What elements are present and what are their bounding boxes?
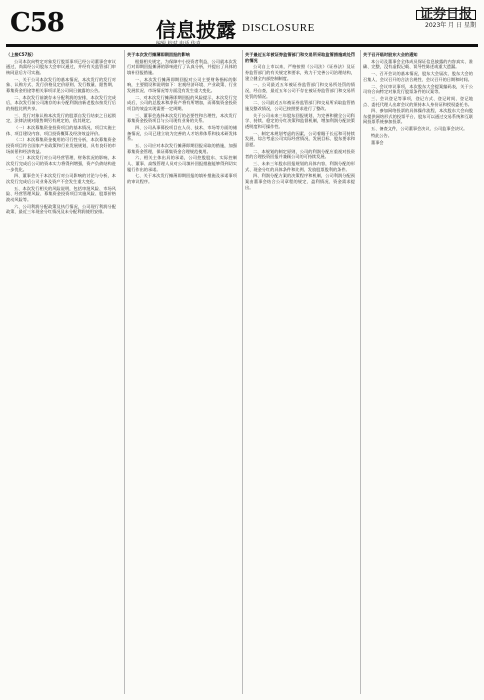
paragraph: 一、制定本规划考虑的因素，公司着眼于长远和可持续发展，综合考虑公司实际经营情况、发展目标、股东要求和意愿。	[245, 130, 355, 147]
paragraph: 公司自上市以来，严格按照《公司法》《证券法》及证券监管部门的有关规定和要求，致力于完善公司治理结构，建立健全内部控制制度。	[245, 64, 355, 81]
paragraph: 六、公司利润分配政策及执行情况，公司现行利润分配政策、最近三年现金分红情况及未分配利润使用安排。	[6, 203, 116, 215]
paragraph: 二、本规划的制定原则，公司的利润分配应重视对投资者的合理投资回报并兼顾公司的可持续发展。	[245, 148, 355, 160]
paragraph: 三、发行对象认购本次发行的股票自发行结束之日起锁定，法律法规对限售期另有规定的，依其规定。	[6, 112, 116, 124]
paragraph: 四、参加网络投票的具体操作流程，本次股东大会向股东提供网络形式的投票平台，股东可以通过交易系统和互联网投票系统参加投票。	[363, 108, 473, 125]
text-column	[124, 50, 237, 694]
text-column	[360, 50, 473, 694]
paragraph: 根据相关规定，为保障中小投资者利益，公司就本次发行对即期回报摊薄的影响进行了认真分析，并提出了具体的填补回报措施。	[127, 58, 237, 75]
text-column	[6, 50, 116, 694]
section-title: 信息披露	[156, 18, 236, 42]
date-line: 2023年 月 日 星期	[425, 22, 476, 29]
column-heading: （上接C57版）	[6, 52, 36, 57]
text-column	[242, 50, 355, 694]
paragraph: （三）本次发行对公司经营管理、财务状况的影响，本次发行完成后公司的资本实力将得到增强，资产负债结构进一步优化。	[6, 155, 116, 172]
paragraph: 五、备查文件，公司董事会决议、公司监事会决议。	[371, 126, 468, 132]
paragraph: 三、董事会选择本次发行的必要性和合理性，本次发行募集资金投资项目与公司现有业务的关系。	[127, 112, 237, 124]
column-heading: 关于最近五年被证券监管部门和交易所采取监管措施或处罚的情况	[245, 52, 355, 63]
newspaper-logo: 证券日报	[416, 10, 476, 20]
page-number: C58	[10, 8, 64, 38]
paragraph: 四、利润分配方案的决策程序和机制，公司利润分配预案由董事会结合公司章程的规定、盈利情况、资金需求提出。	[245, 173, 355, 190]
masthead-info	[366, 7, 476, 30]
paragraph: 二、对本次发行摊薄即期回报的风险提示，本次发行完成后，公司的总股本和净资产将有所增加，而募集资金投资项目的效益实现需要一定周期。	[127, 94, 237, 111]
paragraph: 特此公告。	[371, 133, 392, 139]
paragraph: 二、会议审议事项，本次股东大会提案编码表，关于公司符合向特定对象发行股票条件的议案等。	[363, 83, 473, 95]
masthead	[6, 4, 478, 47]
paragraph: 一、公司最近五年被证券监管部门和交易所处罚的情况，经自查，最近五年公司不存在被证券监管部门和交易所处罚的情况。	[245, 82, 355, 99]
paragraph: 三、会议登记等事项，登记方式、登记时间、登记地点、委托代理人出席会议的须持本人身份证和授权委托书。	[363, 95, 473, 107]
paragraph: 四、公司从事募投项目在人员、技术、市场等方面的储备情况，公司已建立较为完善的人才培养体系和技术研发体系。	[127, 125, 237, 142]
paragraph: 二、本次发行前滚存未分配利润的安排，本次发行完成后，本次发行前公司滚存的未分配利润由新老股东按发行后的持股比例共享。	[6, 94, 116, 111]
column-heading: 关于本次发行摊薄即期回报的影响	[127, 52, 190, 57]
column-heading: 关于召开临时股东大会的通知	[363, 52, 418, 57]
paragraph: 一、召开会议的基本情况，股东大会届次、股东大会的召集人、会议召开的合法合规性、会议召开的日期和时间。	[363, 71, 473, 82]
paragraph: 六、相关主体出具的承诺，公司控股股东、实际控制人、董事、高级管理人员对公司填补回报措施能够得到切实履行作出的承诺。	[127, 155, 237, 172]
paragraph: 二、公司最近五年被证券监管部门和交易所采取监管措施及整改情况，公司已按照要求进行了整改。	[245, 100, 355, 111]
section-title-english: DISCLOSURE	[242, 22, 315, 34]
article-body	[6, 50, 478, 694]
paragraph: 四、董事会关于本次发行对公司影响的讨论与分析，本次发行完成后公司业务及资产不会发生重大变化。	[6, 173, 116, 184]
paragraph: （一）本次募集资金投资项目的基本情况，项目实施主体、项目建设内容、项目投资概算及经济效益评价。	[6, 125, 116, 136]
paragraph: 一、本次发行摊薄即期回报对公司主要财务指标的影响，主要假设和说明如下：宏观经济环境、产业政策、行业发展状况、市场情况等方面没有发生重大变化。	[127, 76, 237, 93]
paragraph: 公司本次向特定对象发行股票事项已经公司董事会审议通过，尚需经公司股东大会审议通过，并经有关监管部门审核同意后方可实施。	[6, 58, 116, 75]
editor-label: 编辑 校对	[156, 41, 178, 47]
paragraph: 关于公司未来三年股东回报规划，为完善和健全公司科学、持续、稳定的分红决策和监督机制，增加利润分配决策透明度和可操作性。	[245, 112, 355, 129]
paragraph: 董事会	[371, 139, 384, 145]
paragraph: 五、公司应对本次发行摊薄即期回报采取的措施，加强募集资金管理，保证募集资金合理规范使用。	[127, 143, 237, 154]
paragraph: 一、关于公司本次发行的基本情况，本次发行的发行对象、认购方式、发行价格及定价原则、发行数量、限售期、募集资金用途等相关事项详见公司同日披露的公告。	[6, 76, 116, 93]
editor-line	[156, 40, 201, 47]
paragraph: 本公司及董事会全体成员保证信息披露的内容真实、准确、完整，没有虚假记载、误导性陈述或重大遗漏。	[363, 58, 473, 70]
phone-label: 电话 传真	[179, 41, 201, 47]
paragraph: 七、关于本次发行摊薄即期回报的填补措施及承诺事项的审议程序。	[127, 173, 237, 184]
paragraph: （二）本次募集资金使用的可行性分析，本次募集资金投资项目符合国家产业政策和行业发展规划，具有良好的市场前景和经济效益。	[6, 137, 116, 154]
paragraph: 三、未来三年股东回报规划的具体内容，利润分配的形式、现金分红的具体条件和比例、发放股票股利的条件。	[245, 161, 355, 172]
paragraph: 五、本次发行相关的风险说明，包括审批风险、市场风险、经营管理风险、募集资金投资项目实施风险、股票价格波动风险等。	[6, 185, 116, 202]
